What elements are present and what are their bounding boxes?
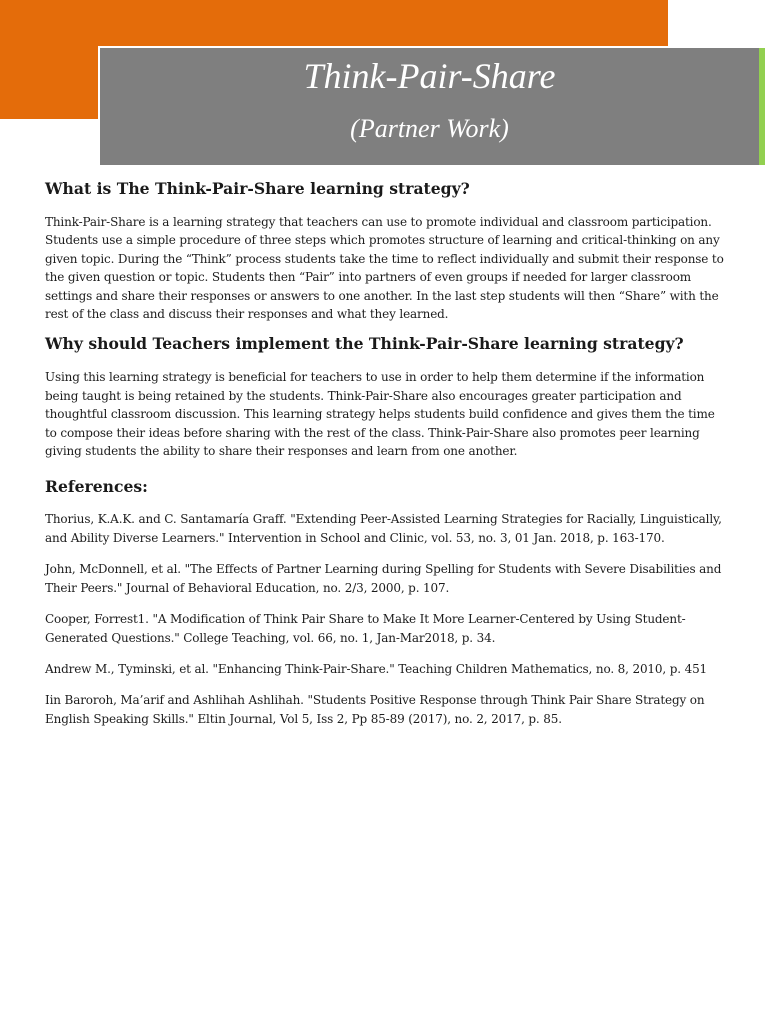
section-heading-why: Why should Teachers implement the Think-Pair-Share learning strategy? <box>45 334 684 354</box>
document-body <box>45 176 725 741</box>
reference-item: John, McDonnell, et al. "The Effects of Partner Learning during Spelling for Students with Severe Disabilities and Their Peers." Journal of Behavioral Education, no. 2/3, 2000, p. 107. <box>45 562 722 595</box>
reference-item: Cooper, Forrest1. "A Modification of Think Pair Share to Make It More Learner-Centered by Using Student-Generated Questions." College Teaching, vol. 66, no. 1, Jan-Mar2018, p. 34. <box>45 612 686 645</box>
reference-item: Thorius, K.A.K. and C. Santamaría Graff. "Extending Peer-Assisted Learning Strategies for Racially, Linguistically, and Ability Diverse Learners." Intervention in School and Clinic, vol. 53, no. 3, 01 Jan. 2018, p. 163-170. <box>45 512 722 545</box>
reference-item: Andrew M., Tyminski, et al. "Enhancing Think-Pair-Share." Teaching Children Mathematics, no. 8, 2010, p. 451 <box>45 661 708 676</box>
section-body-what: Think-Pair-Share is a learning strategy that teachers can use to promote individual and classroom participation. Students use a simple procedure of three steps which promotes structure of learning and critical-thinking on any given topic. During the “Think” process students take the time to reflect individually and submit their response to the given question or topic. Students then “Pair” into partners of even groups if needed for larger classroom settings and share their responses or answers to one another. In the last step students will then “Share” with the rest of the class and discuss their responses and what they learned. <box>45 215 724 322</box>
page-subtitle: (Partner Work) <box>350 114 509 143</box>
section-body-why: Using this learning strategy is beneficial for teachers to use in order to help them determine if the information being taught is being retained by the students. Think-Pair-Share also encourages greater participation and thoughtful classroom discussion. This learning strategy helps students build confidence and gives them the time to compose their ideas before sharing with the rest of the class. Think-Pair-Share also promotes peer learning giving students the ability to share their responses and learn from one another. <box>45 370 715 459</box>
reference-item: Iin Baroroh, Ma’arif and Ashlihah Ashlihah. "Students Positive Response through Think Pair Share Strategy on English Speaking Skills." Eltin Journal, Vol 5, Iss 2, Pp 85-89 (2017), no. 2, 2017, p. 85. <box>45 693 705 726</box>
page-title: Think-Pair-Share <box>303 56 556 96</box>
references-heading: References: <box>45 477 148 497</box>
title-box <box>100 48 765 165</box>
section-heading-what: What is The Think-Pair-Share learning strategy? <box>45 179 470 198</box>
